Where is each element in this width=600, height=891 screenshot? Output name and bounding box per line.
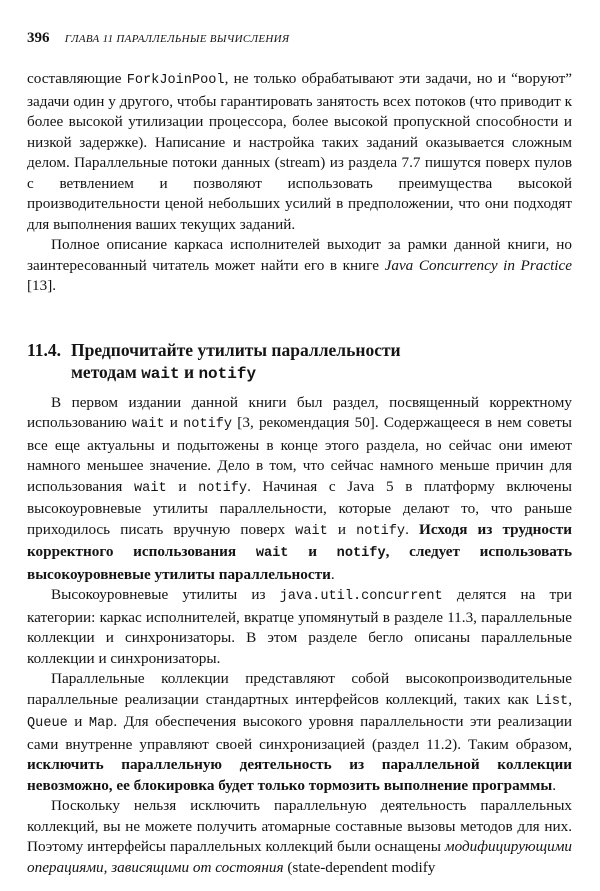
paragraph: составляющие ForkJoinPool, не только обрабатывают эти задачи, но и “воруют” задачи один у другого, чтобы гарантировать занятость всех потоков (что приводит к более высокой утилизации процессора, более высокой пропускной способности и низкой задержке). Написание и настройка таких заданий оказывается сложным делом. Параллельные потоки данных (stream) из раздела 7.7 пишутся поверх пулов с ветвлением и позволяют использовать преимущества высокой производительности ценой небольших усилий в предположении, что они подходят для выполнения ваших текущих заданий. [27, 70, 572, 233]
body-text [27, 69, 572, 878]
running-header [27, 30, 572, 47]
section-title-line1: Предпочитайте утилиты параллельности [71, 339, 401, 360]
inline-code: wait [141, 364, 180, 383]
paragraph: В первом издании данной книги был раздел, посвященный корректному использованию wait и notify [3, рекомендация 50]. Содержащееся в нем советы все еще актуальны и подытожены в конце этого раздела, но сейчас они имеют намного меньшее значение. Дело в том, что сейчас намного меньше причин для использования wait и notify. Начиная с Java 5 в платформу включены высокоуровневые утилиты параллельности, которые делают то, что раньше приходилось писать вручную поверх wait и notify. Исходя из трудности корректного использования wait и notify, следует использовать высокоуровневые утилиты параллельности. [27, 393, 573, 583]
chapter-label: ГЛАВА 11 ПАРАЛЛЕЛЬНЫЕ ВЫЧИСЛЕНИЯ [64, 33, 290, 45]
section-title-line2: методам wait и notify [71, 361, 257, 383]
paragraph: Высокоуровневые утилиты из java.util.concurrent делятся на три категории: каркас исполнителей, вкратце упомянутый в разделе 11.3, параллельные коллекции и синхронизаторы. В этом разделе бегло описаны параллельные коллекции и синхронизаторы. [27, 586, 573, 667]
inline-code: ForkJoinPool [126, 73, 225, 88]
page-number: 396 [27, 30, 50, 46]
emphasis-rule: Исходя из трудности корректного использования wait и notify, следует использовать высокоуровневые утилиты параллельности [27, 520, 572, 583]
emphasis-rule: исключить параллельную деятельность из параллельной коллекции невозможно, ее блокировка будет только тормозить выполнение программы [27, 756, 572, 794]
inline-code: java.util.concurrent [279, 589, 443, 604]
paragraph: Поскольку нельзя исключить параллельную деятельность параллельных коллекций, вы не можете получить атомарные составные вызовы методов для них. Поэтому интерфейсы параллельных коллекций были оснащены модифицирующими операциями, зависящими от состояния (state-dependent modify [27, 797, 572, 876]
inline-code: notify [198, 364, 257, 383]
emphasis-term: модифицирующими операциями, зависящими от состояния [27, 838, 572, 876]
paragraph: Полное описание каркаса исполнителей выходит за рамки данной книги, но заинтересованный читатель может найти его в книге Java Concurrency in Practice [13]. [27, 236, 572, 294]
section-heading [27, 339, 572, 385]
paragraph: Параллельные коллекции представляют собой высокопроизводительные параллельные реализации стандартных интерфейсов коллекций, таких как List, Queue и Map. Для обеспечения высокого уровня параллельности эти реализации сами внутренне управляют своей синхронизацией (раздел 11.2). Таким образом, исключить параллельную деятельность из параллельной коллекции невозможно, ее блокировка будет только тормозить выполнение программы. [27, 670, 572, 794]
section-number: 11.4. [27, 339, 62, 360]
book-title: Java Concurrency in Practice [384, 256, 572, 274]
